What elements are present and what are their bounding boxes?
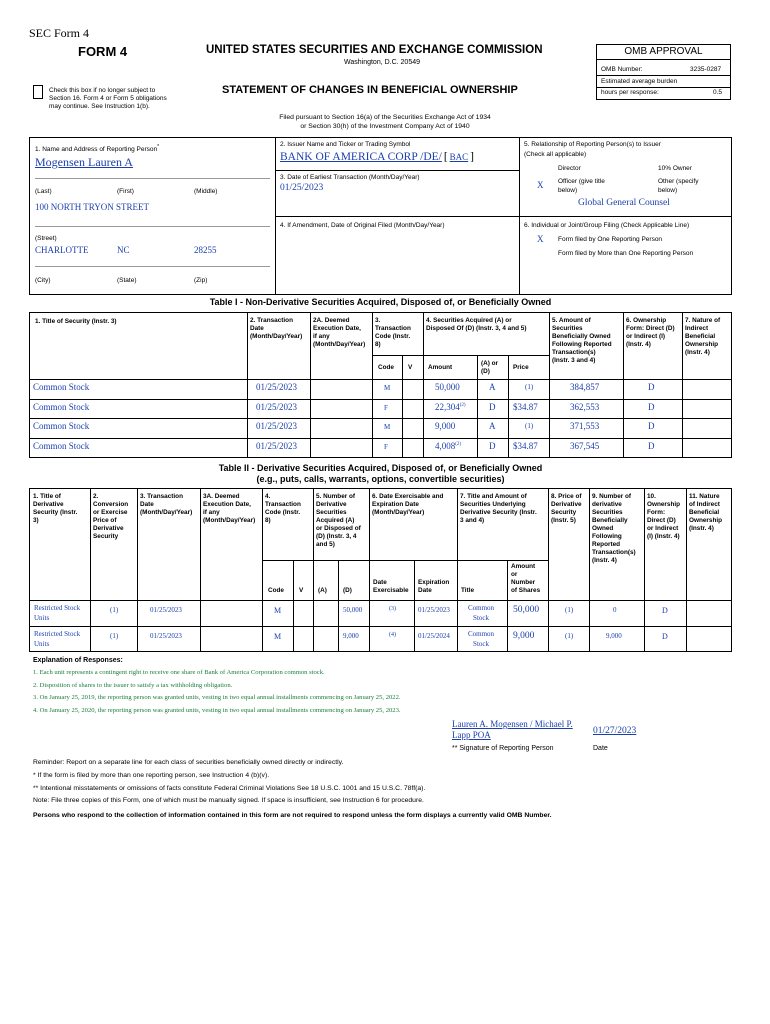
issuer-line (280, 151, 474, 163)
street-label: (Street) (35, 235, 57, 242)
zip-value: 28255 (194, 245, 217, 255)
omb-number-label: OMB Number: (601, 66, 643, 73)
t2-conversion-price: (1) (110, 632, 119, 640)
t1-amount: 50,000 (435, 382, 460, 392)
header-line: 6. Date Exercisable and (372, 493, 444, 500)
header-line: 2A. Deemed (313, 317, 350, 324)
header-line: Ownership (689, 517, 723, 524)
header-line: (Instr. 5) (551, 517, 576, 524)
ten-percent-owner-option[interactable]: 10% Owner (658, 165, 692, 172)
t2-expiration-date: 01/25/2024 (418, 632, 450, 640)
t2-h7 (460, 493, 537, 525)
omb-burden-label-2: hours per response: (601, 89, 659, 96)
city-label: (City) (35, 277, 51, 284)
omb-number: 3235-0287 (690, 66, 722, 73)
t2-underlying-amount: 50,000 (513, 605, 540, 615)
t2-derivative-title (34, 603, 80, 623)
t1-security-title: Common Stock (33, 441, 90, 451)
header-line: (Instr. 4) (626, 341, 651, 348)
t2-transaction-code: M (274, 632, 282, 641)
header-line: 11. Nature (689, 493, 720, 500)
issuer-label: 2. Issuer Name and Ticker or Trading Symbol (280, 141, 411, 148)
t1-transaction-date: 01/25/2023 (256, 382, 298, 392)
t1-amount-owned: 362,553 (570, 402, 600, 412)
t2-disposed: 50,000 (343, 606, 363, 614)
signature-line: Lapp POA (452, 730, 491, 740)
t1-transaction-date: 01/25/2023 (256, 441, 298, 451)
reporting-person-name-link[interactable]: Mogensen Lauren A (35, 155, 133, 169)
street-value: 100 NORTH TRYON STREET (35, 202, 150, 212)
relationship-label-2: (Check all applicable) (524, 151, 587, 158)
t1-security-title: Common Stock (33, 421, 90, 431)
omb-burden-value: 0.5 (713, 89, 723, 96)
t2-title-line: Units (34, 614, 50, 622)
header-line: 6. Ownership (626, 317, 667, 324)
t1-transaction-code: M (384, 423, 391, 431)
t1-h3 (375, 317, 411, 349)
header-line: or (511, 571, 518, 578)
one-person-option[interactable]: Form filed by One Reporting Person (558, 236, 663, 243)
table2-title-line: (e.g., puts, calls, warrants, options, convertible securities) (256, 474, 505, 484)
header-line: 2. (93, 493, 99, 500)
one-person-check-mark: X (537, 234, 544, 244)
earliest-date: 01/25/2023 (280, 183, 324, 193)
footnote-ref: (2) (459, 403, 466, 408)
header-line: (Instr. 3 and 4) (552, 357, 596, 364)
state-value: NC (117, 245, 130, 255)
header-line: Beneficial (689, 509, 720, 516)
t2-amount-owned: 0 (613, 606, 617, 614)
t2-amount-owned: 9,000 (606, 632, 622, 640)
t2-underlying-line: Common (468, 630, 495, 638)
t2-h10 (647, 493, 680, 541)
t2-sub-title: Title (461, 587, 475, 594)
header-line: Transaction (265, 501, 301, 508)
table2-title (29, 463, 732, 485)
relationship-label: 5. Relationship of Reporting Person(s) to Issuer (524, 141, 661, 148)
t2-sub-amount (511, 563, 540, 595)
t2-transaction-date: 01/25/2023 (150, 606, 182, 614)
header-line: Amount (511, 563, 536, 570)
t2-h11 (689, 493, 722, 533)
t2-expiration-date: 01/25/2023 (418, 606, 450, 614)
header-line: Expiration Date (372, 501, 419, 508)
header-line: Beneficial (685, 333, 716, 340)
explanation-note: 1. Each unit represents a contingent right to receive one share of Bank of America Corporation common stock. (33, 669, 325, 676)
other-option[interactable] (658, 177, 698, 195)
t1-sub-code: Code (378, 364, 394, 371)
header-line: Ownership (685, 341, 719, 348)
filing-label: 6. Individual or Joint/Group Filing (Check Applicable Line) (524, 222, 690, 229)
page-header: SEC Form 4 (29, 26, 90, 40)
t1-transaction-date: 01/25/2023 (256, 402, 298, 412)
t2-sub-code: Code (268, 587, 284, 594)
header-line: (Instr. 4) (689, 525, 714, 532)
t1-amount: 4,008$^{(2)}$ (435, 441, 462, 451)
footer-line: ** Intentional misstatements or omissions of facts constitute Federal Criminal Violations See 18 U.S.C. 1001 and 15 U.S.C. 78ff(a). (33, 784, 426, 792)
omb-burden-label: Estimated average burden (601, 78, 678, 85)
header-line: Price of (93, 517, 117, 524)
t2-price: (1) (565, 606, 574, 614)
header-line: (I) (Instr. 4) (647, 533, 680, 540)
header-line: (Month/Day/Year) (313, 341, 366, 348)
header-line: Exercisable (373, 587, 409, 594)
header-line: Date (418, 587, 432, 594)
t1-sub-amount: Amount (428, 364, 453, 371)
t1-h4 (426, 317, 527, 333)
t2-price: (1) (565, 632, 574, 640)
header-line: Security (93, 533, 119, 540)
t1-amount: 22,304$^{(2)}$ (435, 402, 466, 412)
t1-price: (1) (525, 383, 534, 391)
signature-label: ** Signature of Reporting Person (452, 745, 554, 752)
state-label: (State) (117, 277, 137, 284)
t1-h2a (313, 317, 365, 349)
signature-name (452, 719, 573, 741)
header-line: 8) (375, 341, 381, 348)
ticker-bracket: [ (443, 151, 448, 163)
header-line: Date (140, 501, 154, 508)
header-line: Conversion (93, 501, 129, 508)
t1-amount-owned: 371,553 (570, 421, 600, 431)
t1-amount-owned: 367,545 (570, 441, 600, 451)
t1-transaction-code: F (384, 443, 388, 451)
header-line: (D) (481, 368, 490, 375)
t2-ownership-form: D (662, 606, 668, 615)
t1-ownership-form: D (648, 402, 655, 412)
t1-h7 (685, 317, 720, 357)
header-line: Transaction(s) (592, 549, 636, 556)
header-line: 5. Number of (316, 493, 356, 500)
t2-underlying-amount: 9,000 (513, 631, 535, 641)
filed-line: Filed pursuant to Section 16(a) of the Securities Exchange Act of 1934 (279, 114, 491, 121)
t1-ownership-form: D (648, 382, 655, 392)
t1-h5 (552, 317, 612, 365)
reporting-person-label-text: 1. Name and Address of Reporting Person (35, 146, 158, 154)
filed-line: or Section 30(h) of the Investment Company Act of 1940 (300, 123, 470, 130)
t1-acquired-disposed: A (489, 382, 496, 392)
header-line: of Indirect (689, 501, 720, 508)
omb-title: OMB APPROVAL (597, 45, 730, 60)
t1-sub-price: Price (513, 364, 529, 371)
footer-line: Reminder: Report on a separate line for each class of securities beneficially owned directly or indirectly. (33, 759, 344, 766)
t1-sub-ad (481, 360, 498, 376)
header-line: Derivative Security (Instr. (460, 509, 537, 516)
header-line: Indirect (685, 325, 709, 332)
header-line: 3) (33, 517, 39, 524)
officer-label: Officer (give title (558, 178, 605, 185)
t2-sub-expiration (418, 579, 449, 595)
explanation-note: 3. On January 25, 2019, the reporting person was granted units, vesting in two equal annual installments commencing on January 25, 2022. (33, 694, 401, 701)
header-line: 4. (265, 493, 271, 500)
header-line: 3A. Deemed (203, 493, 240, 500)
zip-label: (Zip) (194, 277, 208, 284)
t1-security-title: Common Stock (33, 402, 90, 412)
reporting-person-label (35, 143, 159, 154)
t2-underlying-line: Common (468, 604, 495, 612)
t2-sub-v: V (299, 587, 304, 594)
header-line: (Instr. 4) (685, 349, 710, 356)
explanation-note: 4. On January 25, 2020, the reporting person was granted units, vesting in two equal annual installments commencing on January 25, 2023. (33, 706, 401, 714)
header-line: (Month/Day/Year) (372, 509, 425, 516)
header-line: 3 and 4) (460, 517, 485, 524)
header-line: derivative (592, 501, 622, 508)
header-line: Execution Date, (313, 325, 361, 332)
header-line: Securities (552, 325, 583, 332)
statement-title: STATEMENT OF CHANGES IN BENEFICIAL OWNERSHIP (222, 84, 518, 96)
form-title: FORM 4 (78, 44, 128, 59)
filed-pursuant (230, 113, 540, 131)
footer-line: * If the form is filed by more than one reporting person, see Instruction 4 (b)(v). (33, 771, 270, 779)
officer-label: below) (558, 187, 578, 194)
officer-check-mark: X (537, 180, 544, 190)
header-line: Following Reported (552, 341, 612, 348)
header-line: 7. Title and Amount of (460, 493, 527, 500)
last-label: (Last) (35, 188, 52, 195)
asterisk: * (157, 144, 160, 150)
t2-date-exercisable: (3) (389, 606, 396, 612)
t1-sub-v: V (408, 364, 413, 371)
ticker-bracket: ] (470, 151, 474, 163)
t2-sub-d: (D) (343, 587, 352, 594)
t1-transaction-date: 01/25/2023 (256, 421, 298, 431)
header-line: or Indirect (647, 525, 679, 532)
header-line: Transaction(s) (552, 349, 596, 356)
checkbox-instructions (49, 87, 167, 111)
director-option[interactable]: Director (558, 165, 581, 172)
signature-line: Lauren A. Mogensen / Michael P. (452, 719, 573, 729)
t2-underlying-title (468, 629, 494, 649)
officer-title: Global General Counsel (578, 198, 670, 208)
t2-ownership-form: D (662, 632, 668, 641)
t2-transaction-code: M (274, 606, 282, 615)
header-line: or Disposed of (316, 525, 361, 532)
table2-title-line: Table II - Derivative Securities Acquired, Disposed of, or Beneficially Owned (218, 463, 543, 473)
t1-acquired-disposed: D (489, 402, 496, 412)
header-line: and 5) (316, 541, 335, 548)
header-line: Ownership (647, 501, 681, 508)
date-label: Date (593, 745, 608, 752)
t2-transaction-date: 01/25/2023 (150, 632, 182, 640)
t2-h2 (93, 493, 128, 541)
header-line: 1. Title of (33, 493, 61, 500)
t2-disposed: 9,000 (343, 632, 359, 640)
t2-conversion-price: (1) (110, 606, 119, 614)
header-line: Number (511, 579, 536, 586)
commission-title: UNITED STATES SECURITIES AND EXCHANGE COMMISSION (206, 44, 543, 56)
header-line: 9. Number of (592, 493, 632, 500)
t2-date-exercisable: (4) (389, 632, 396, 638)
header-line: Form: (647, 509, 666, 516)
t2-underlying-line: Stock (473, 614, 489, 622)
t1-h2 (250, 317, 302, 341)
header-line: Disposed Of (D) (Instr. 3, 4 and 5) (426, 325, 527, 332)
checkbox-text-line: Section 16. Form 4 or Form 5 obligations (49, 95, 167, 102)
t1-acquired-disposed: D (489, 441, 496, 451)
t1-acquired-disposed: A (489, 421, 496, 431)
t1-ownership-form: D (648, 441, 655, 451)
more-persons-option[interactable]: Form filed by More than One Reporting Person (558, 250, 694, 257)
t1-security-title: Common Stock (33, 382, 90, 392)
header-line: (A) or (481, 360, 499, 367)
header-line: Derivative (93, 525, 124, 532)
location: Washington, D.C. 20549 (344, 59, 421, 66)
header-line: 10. (647, 493, 656, 500)
header-line: Derivative (316, 501, 347, 508)
header-line: if any (203, 509, 220, 516)
no-longer-subject-checkbox[interactable] (33, 85, 43, 99)
officer-option[interactable] (558, 177, 605, 195)
header-line: (Month/Day/Year) (203, 517, 256, 524)
checkbox-text-line: Check this box if no longer subject to (49, 87, 156, 94)
t2-underlying-title (468, 603, 494, 623)
table1-title: Table I - Non-Derivative Securities Acquired, Disposed of, or Beneficially Owned (209, 297, 552, 307)
t1-transaction-code: M (384, 384, 391, 392)
explanation-note: 2. Disposition of shares to the issuer to satisfy a tax withholding obligation. (33, 681, 233, 689)
header-line: 8) (265, 517, 271, 524)
header-line: 4. Securities Acquired (A) or (426, 317, 512, 324)
header-line: or Indirect (I) (626, 333, 666, 340)
header-line: Owned (592, 525, 614, 532)
t1-price: (1) (525, 422, 534, 430)
header-line: Derivative (33, 501, 64, 508)
header-line: Date (250, 325, 264, 332)
header-line: (D) (Instr. 3, 4 (316, 533, 357, 540)
header-line: Code (Instr. (375, 333, 411, 340)
earliest-date-label: 3. Date of Earliest Transaction (Month/Day/Year) (280, 174, 420, 181)
t1-amount: 9,000 (435, 421, 456, 431)
header-line: Acquired (A) (316, 517, 355, 524)
t2-sub-exercisable (373, 579, 409, 595)
t2-underlying-line: Stock (473, 640, 489, 648)
signature-date: 01/27/2023 (593, 726, 637, 736)
omb-notice: Persons who respond to the collection of information contained in this form are not required to respond unless the form displays a currently valid OMB Number. (33, 812, 552, 819)
footer-line: Note: File three copies of this Form, one of which must be manually signed. If space is insufficient, see Instruction 6 for procedure. (33, 797, 424, 805)
amendment-label: 4. If Amendment, Date of Original Filed (Month/Day/Year) (280, 222, 445, 229)
header-line: 7. Nature of (685, 317, 721, 324)
t1-price: $34.87 (513, 441, 538, 451)
t2-h1 (33, 493, 77, 525)
t1-h1: 1. Title of Security (Instr. 3) (35, 318, 117, 325)
t1-amount-owned: 384,857 (570, 382, 600, 392)
header-line: Beneficially Owned (552, 333, 611, 340)
t2-title-line: Restricted Stock (34, 604, 81, 612)
header-line: Securities Underlying (460, 501, 526, 508)
t2-h3 (140, 493, 192, 517)
header-line: 3. Transaction (140, 493, 183, 500)
header-line: (Month/Day/Year) (250, 333, 303, 340)
header-line: Security (551, 509, 577, 516)
header-line: Form: Direct (D) (626, 325, 675, 332)
header-line: (Month/Day/Year) (140, 509, 193, 516)
ticker-link[interactable]: BAC (449, 152, 469, 162)
t2-derivative-title (34, 629, 80, 649)
header-line: Securities (316, 509, 347, 516)
other-label: below) (658, 187, 678, 194)
other-label: Other (specify (658, 178, 699, 185)
header-line: Direct (D) (647, 517, 676, 524)
header-line: Date (373, 579, 387, 586)
t1-h6 (626, 317, 675, 349)
t2-h4 (265, 493, 301, 525)
t2-h3a (203, 493, 255, 525)
header-line: (Instr. 4) (592, 557, 617, 564)
explanation-title: Explanation of Responses: (33, 657, 123, 664)
header-line: Security (Instr. (33, 509, 78, 516)
t2-h9 (592, 493, 636, 565)
t2-h8 (551, 493, 582, 525)
footnote-ref: (2) (455, 442, 462, 447)
t1-price: $34.87 (513, 402, 538, 412)
header-line: if any (313, 333, 330, 340)
city-value: CHARLOTTE (35, 245, 89, 255)
header-line: of Shares (511, 587, 541, 594)
middle-label: (Middle) (194, 188, 218, 195)
t2-title-line: Units (34, 640, 50, 648)
header-line: 2. Transaction (250, 317, 293, 324)
t2-h5 (316, 493, 361, 549)
header-line: Beneficially (592, 517, 628, 524)
header-line: Reported (592, 541, 621, 548)
header-line: Code (Instr. (265, 509, 301, 516)
header-line: or Exercise (93, 509, 128, 516)
t2-sub-a: (A) (318, 587, 327, 594)
t2-h6 (372, 493, 443, 517)
header-line: Derivative (551, 501, 582, 508)
header-line: Transaction (375, 325, 411, 332)
header-line: Securities (592, 509, 623, 516)
t2-title-line: Restricted Stock (34, 630, 81, 638)
header-line: 3. (375, 317, 381, 324)
header-line: Expiration (418, 579, 450, 586)
header-line: 8. Price of (551, 493, 582, 500)
header-line: Execution Date, (203, 501, 251, 508)
t1-transaction-code: F (384, 404, 388, 412)
issuer-name-link[interactable]: BANK OF AMERICA CORP /DE/ (280, 151, 442, 163)
checkbox-text-line: may continue. See Instruction 1(b). (49, 103, 150, 110)
header-line: 5. Amount of (552, 317, 591, 324)
first-label: (First) (117, 188, 134, 195)
t1-ownership-form: D (648, 421, 655, 431)
header-line: Following (592, 533, 622, 540)
